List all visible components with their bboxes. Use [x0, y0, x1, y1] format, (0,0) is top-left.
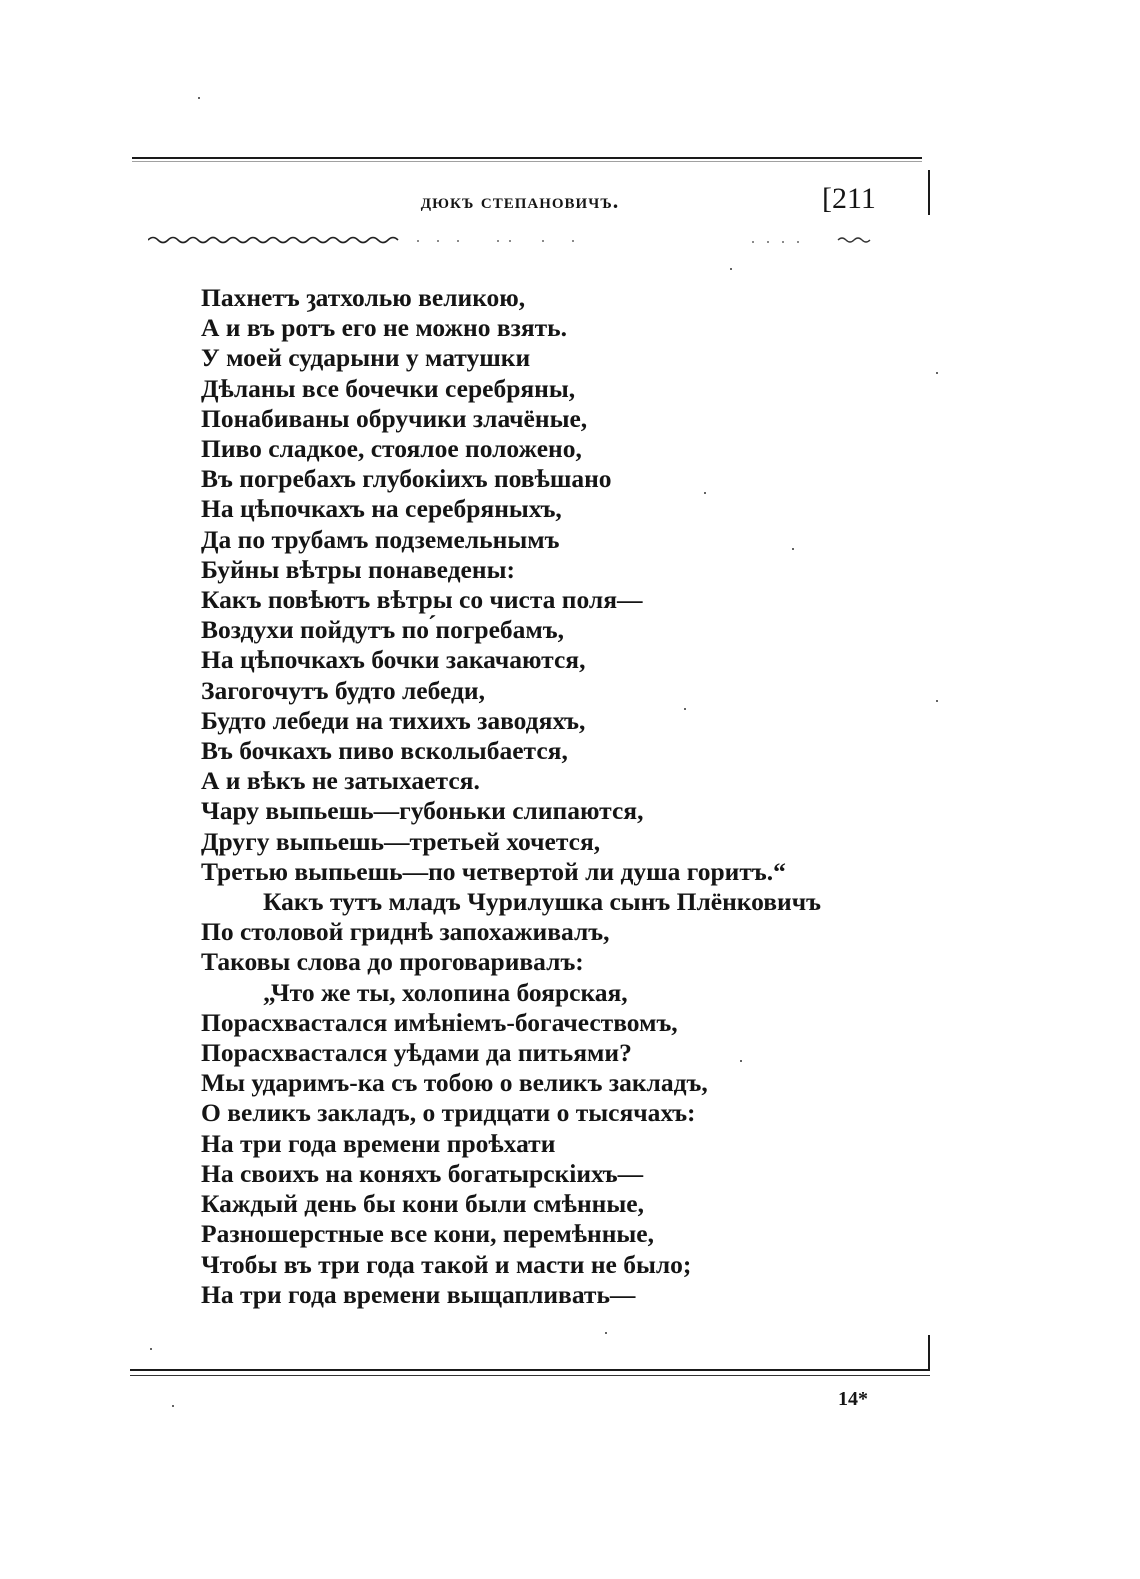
verse-line-indented: „Что же ты, холопина боярская, [263, 977, 628, 1007]
verse-line: Таковы слова до проговаривалъ: [201, 947, 584, 977]
margin-mark-bottom [928, 1335, 930, 1370]
page-number: [211 [822, 182, 876, 215]
print-speck [936, 700, 938, 702]
wavy-ornament-divider [148, 233, 888, 247]
top-rule [132, 157, 922, 159]
verse-line: Порасхвастался имѣніемъ-богачествомъ, [201, 1007, 678, 1037]
verse-line: О великъ закладъ, о тридцати о тысячахъ: [201, 1098, 696, 1128]
verse-line: Другу выпьешь—третьей хочется, [201, 826, 601, 856]
verse-line: Дѣланы все бочечки серебряны, [201, 373, 576, 403]
verse-line: Порасхвастался уѣдами да питьями? [201, 1038, 632, 1068]
print-speck [684, 708, 686, 710]
verse-text [201, 283, 921, 1310]
verse-line: На цѣпочкахъ на серебряныхъ, [201, 494, 562, 524]
verse-line: А и въ ротъ его не можно взять. [201, 313, 568, 343]
verse-line: Пахнетъ ȝатхолью великою, [201, 283, 526, 312]
verse-line: Буйны вѣтры понаведены: [201, 554, 515, 584]
verse-line: Чару выпьешь—губоньки слипаются, [201, 796, 644, 826]
verse-line: Каждый день бы кони были смѣнные, [201, 1189, 644, 1219]
verse-line: У моей сударыни у матушки [201, 343, 531, 373]
verse-line: Да по трубамъ подземельнымъ [201, 524, 560, 554]
signature-mark: 14* [838, 1388, 868, 1410]
print-speck [198, 97, 200, 99]
print-speck [704, 492, 706, 494]
verse-line: На цѣпочкахъ бочки закачаются, [201, 645, 586, 675]
print-speck [740, 1060, 742, 1062]
verse-line: Мы ударимъ-ка съ тобою о великъ закладъ, [201, 1068, 708, 1098]
print-speck [936, 372, 938, 374]
bottom-rule-shadow [130, 1375, 930, 1376]
verse-line: Разношерстные все кони, перемѣнные, [201, 1219, 654, 1249]
verse-line: Третью выпьешь—по четвертой ли душа горитъ.“ [201, 856, 786, 886]
print-speck [150, 1348, 152, 1350]
top-rule-shadow [132, 161, 922, 162]
margin-mark-top [928, 170, 930, 215]
verse-line: На своихъ на коняхъ богатырскіихъ— [201, 1158, 644, 1188]
verse-line: Въ бочкахъ пиво всколыбается, [201, 736, 568, 766]
running-title: дюкъ степановичъ. [420, 188, 620, 213]
print-speck [792, 548, 794, 550]
verse-line: Воздухи пойдутъ по ́погребамъ, [201, 615, 565, 645]
verse-line: Чтобы въ три года такой и масти не было; [201, 1249, 692, 1279]
verse-line: А и вѣкъ не затыхается. [201, 766, 480, 796]
verse-line: Какъ повѣютъ вѣтры со чиста поля— [201, 585, 643, 615]
verse-line: Пиво сладкое, стоялое положено, [201, 434, 582, 464]
verse-line: Будто лебеди на тихихъ заводяхъ, [201, 705, 586, 735]
verse-line: На три года времени выщапливать— [201, 1279, 636, 1309]
verse-line: Загогочутъ будто лебеди, [201, 675, 485, 705]
verse-line: Понабиваны обручики злачёные, [201, 403, 588, 433]
verse-line-indented: Какъ тутъ младъ Чурилушка сынъ Плёнковичъ [263, 887, 821, 917]
verse-line: На три года времени проѣхати [201, 1128, 556, 1158]
print-speck [172, 1405, 174, 1407]
print-speck [730, 268, 732, 270]
verse-line: По столовой гриднѣ запохаживалъ, [201, 917, 610, 947]
verse-line: Въ погребахъ глубокіихъ повѣшано [201, 464, 612, 494]
print-speck [605, 1332, 607, 1334]
bottom-rule [130, 1369, 930, 1371]
